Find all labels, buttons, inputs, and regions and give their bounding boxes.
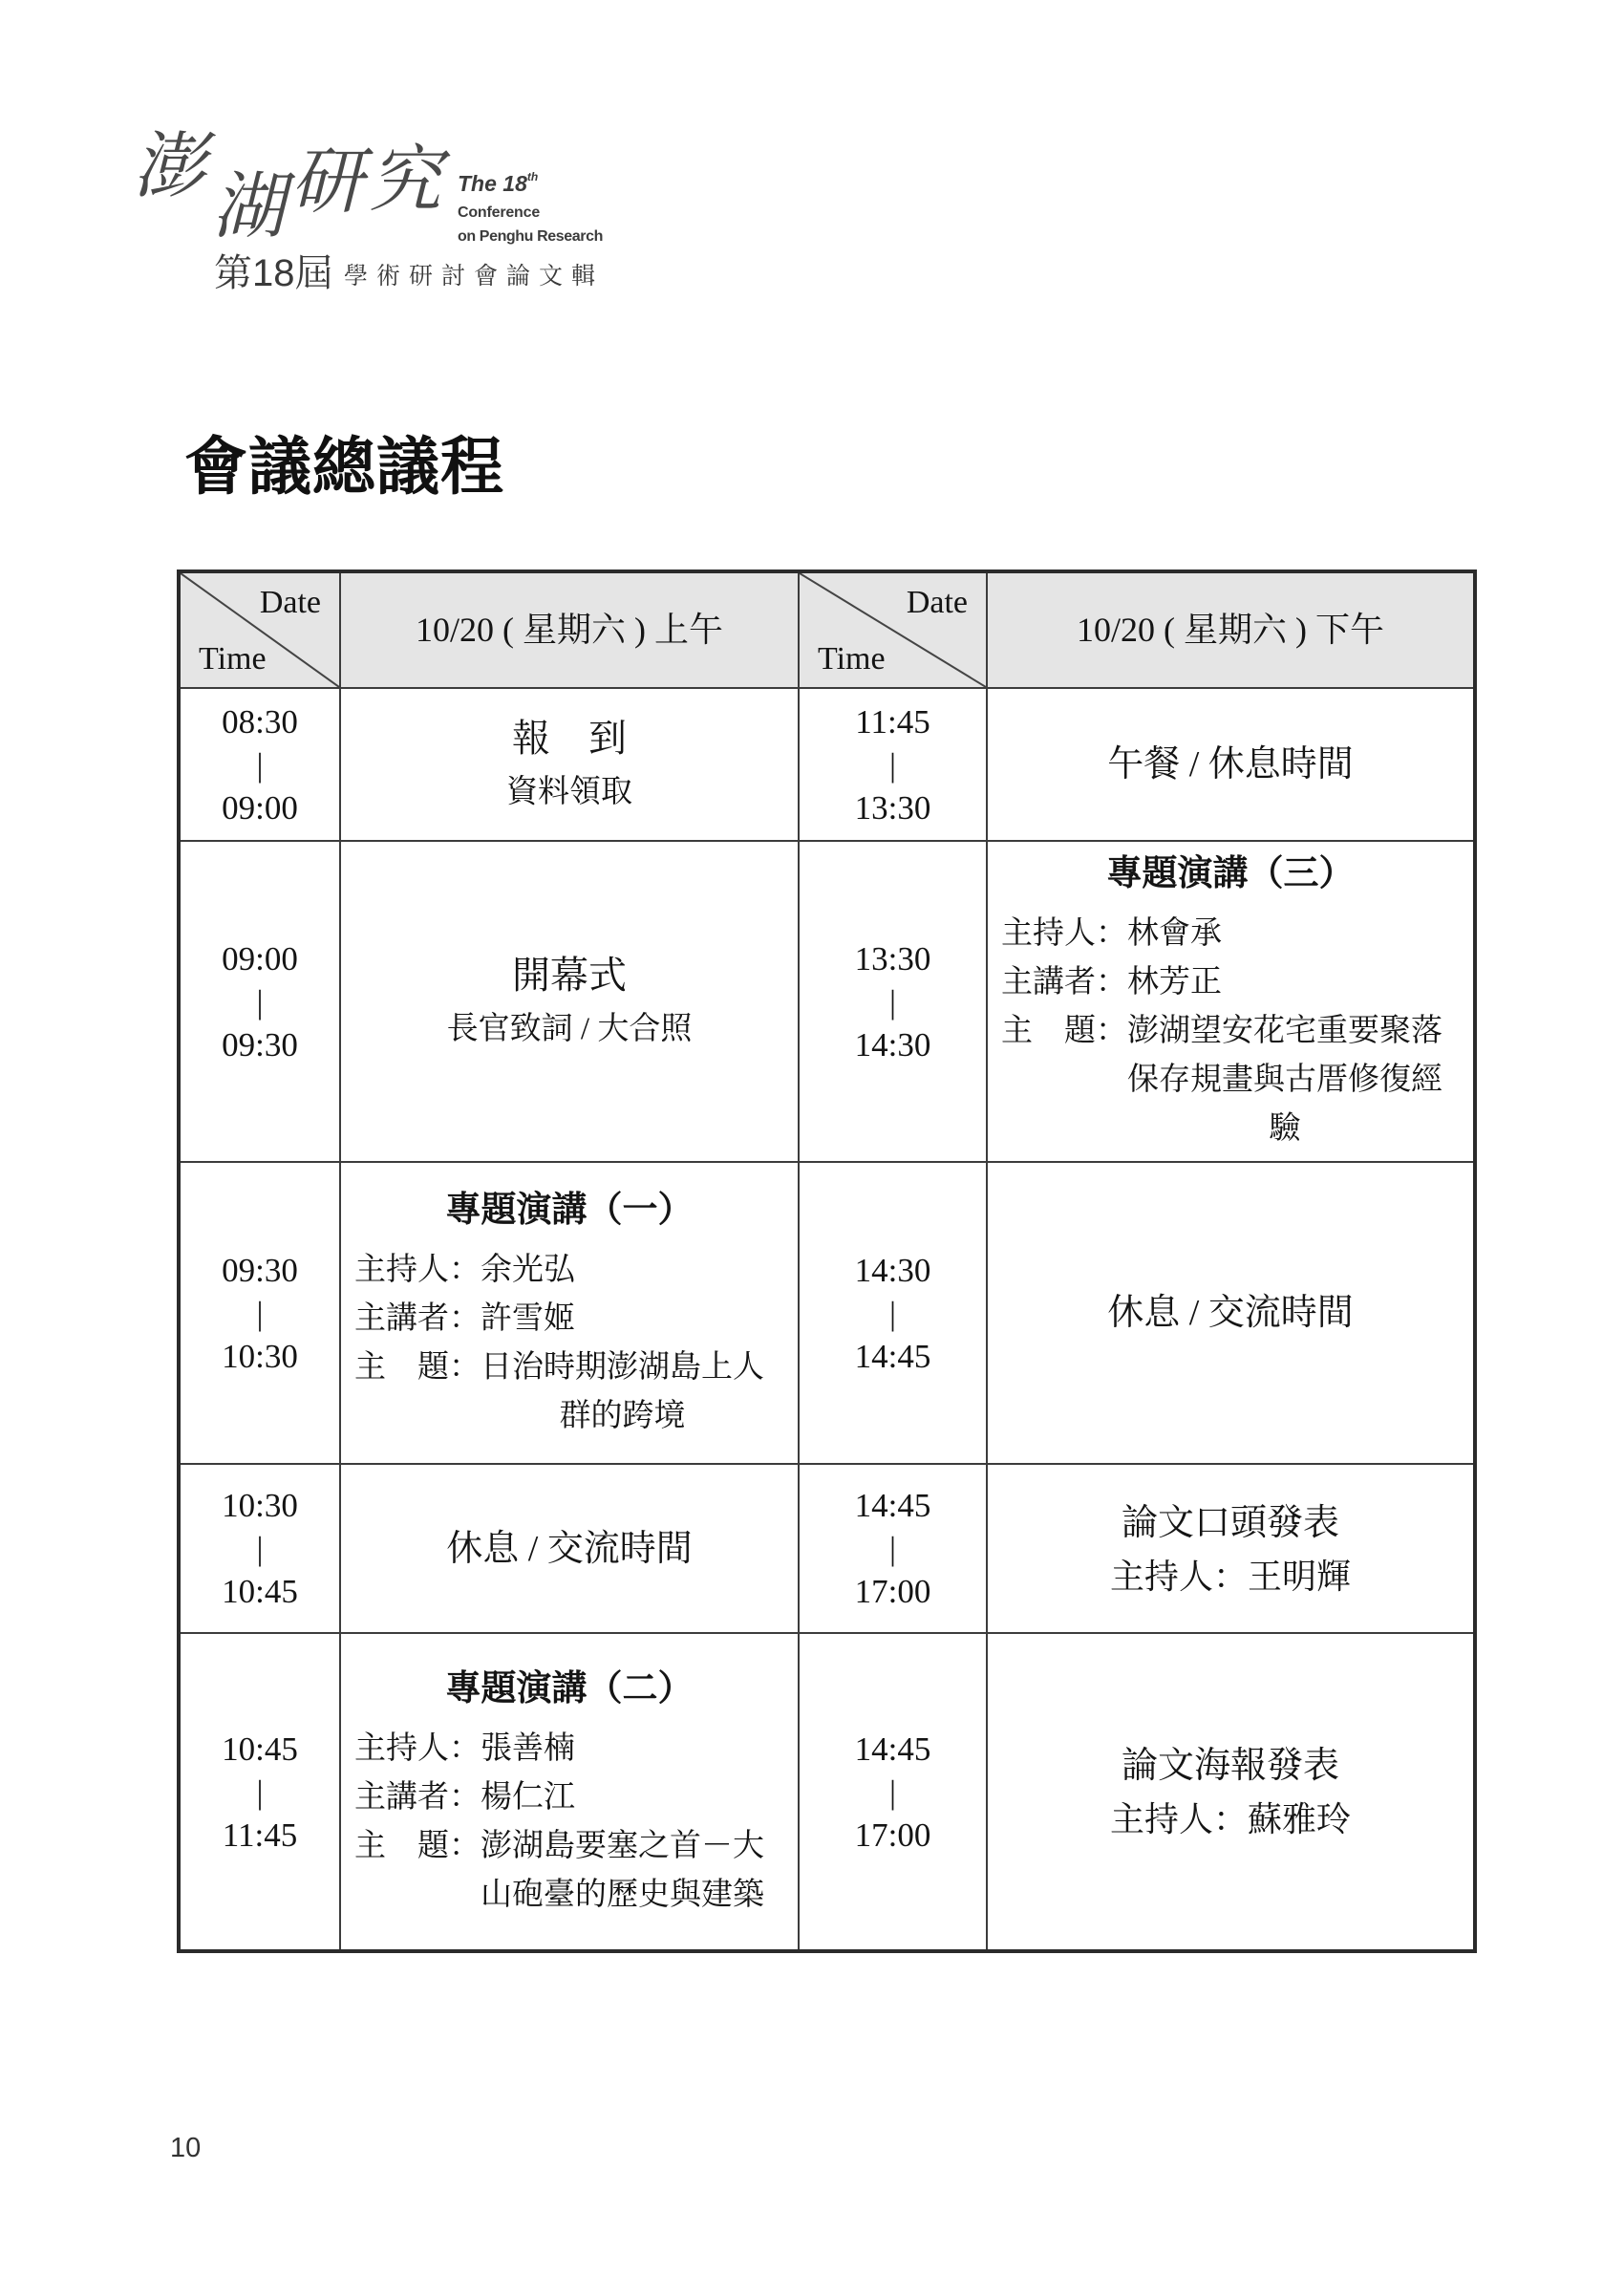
conference-edition-en	[458, 170, 539, 196]
date-label: Date	[906, 585, 968, 620]
end-time: 13:30	[854, 788, 931, 827]
speaker-label: 主講者：	[354, 1300, 481, 1336]
event-title: 開幕式	[512, 954, 627, 997]
topic-line: 驗	[1269, 1111, 1301, 1146]
session-speaker	[354, 1773, 784, 1822]
session-heading: 專題演講（一）	[445, 1190, 694, 1230]
start-time: 14:45	[854, 1730, 931, 1768]
time-separator: |	[256, 982, 264, 1021]
schedule-row	[179, 688, 1475, 841]
event-title: 論文口頭發表	[1121, 1502, 1339, 1543]
time-range	[179, 1162, 340, 1464]
event-title: 論文海報發表	[1121, 1746, 1339, 1786]
end-time: 11:45	[222, 1816, 298, 1854]
topic-label: 主 題：	[354, 1828, 481, 1863]
start-time: 13:30	[854, 939, 931, 978]
host-name: 余光弘	[481, 1252, 575, 1287]
event-break	[987, 1162, 1475, 1464]
session-topic	[1001, 1007, 1460, 1153]
start-time: 11:45	[855, 702, 930, 741]
end-time: 10:45	[222, 1573, 298, 1610]
start-time: 14:30	[854, 1251, 931, 1289]
end-time: 10:30	[222, 1337, 298, 1375]
event-host	[988, 1794, 1473, 1845]
proceedings-subtitle: 學術研討會論文輯	[344, 263, 605, 290]
morning-header: 10/20 ( 星期六 ) 上午	[340, 571, 799, 688]
topic-line: 日治時期澎湖島上人	[481, 1349, 764, 1385]
event-registration	[340, 688, 799, 841]
schedule-table	[177, 570, 1477, 1953]
time-separator: |	[256, 1773, 264, 1811]
logo-char: 研	[290, 139, 363, 224]
session-topic	[354, 1343, 784, 1441]
session-host	[1001, 910, 1460, 958]
schedule-header-row	[179, 571, 1475, 688]
start-time: 14:45	[854, 1487, 931, 1524]
time-range	[179, 688, 340, 841]
start-time: 08:30	[222, 702, 298, 741]
session-speaker	[354, 1295, 784, 1343]
time-range	[179, 1633, 340, 1951]
host-name: 蘇雅玲	[1248, 1800, 1352, 1838]
topic-label: 主 題：	[1001, 1014, 1127, 1048]
start-time: 09:00	[222, 939, 298, 978]
logo-char: 究	[369, 137, 441, 222]
date-time-corner-pm	[799, 571, 987, 688]
time-label: Time	[818, 641, 886, 677]
topic-line: 澎湖望安花宅重要聚落	[1127, 1014, 1442, 1048]
logo-char: 湖	[212, 163, 285, 248]
afternoon-header: 10/20 ( 星期六 ) 下午	[987, 571, 1475, 688]
host-label: 主持人：	[1109, 1557, 1248, 1596]
topic-text	[1127, 1007, 1442, 1153]
schedule-row	[179, 1464, 1475, 1633]
session-speaker	[1001, 958, 1460, 1007]
date-time-corner-am	[179, 571, 340, 688]
topic-line: 保存規畫與古厝修復經	[1127, 1063, 1442, 1097]
end-time: 14:45	[854, 1337, 931, 1375]
speaker-name: 林芳正	[1127, 965, 1222, 999]
time-separator: |	[888, 1294, 896, 1332]
time-separator: |	[256, 1294, 264, 1332]
schedule-row	[179, 1162, 1475, 1464]
time-separator: |	[256, 745, 264, 784]
host-label: 主持人：	[354, 1252, 481, 1287]
host-label: 主持人：	[1001, 916, 1127, 951]
start-time: 10:45	[222, 1730, 298, 1768]
event-lunch-break	[987, 688, 1475, 841]
event-title: 休息 / 交流時間	[1107, 1293, 1354, 1333]
topic-text	[481, 1343, 764, 1441]
end-time: 14:30	[854, 1025, 931, 1064]
time-range	[799, 1633, 987, 1951]
event-title: 午餐 / 休息時間	[1107, 744, 1354, 784]
event-break	[340, 1464, 799, 1633]
event-poster-presentations	[987, 1633, 1475, 1951]
speaker-label: 主講者：	[1001, 965, 1127, 999]
time-range	[799, 1162, 987, 1464]
edition-label: 第18屆	[214, 252, 333, 294]
topic-line: 群的跨境	[559, 1398, 686, 1433]
speaker-label: 主講者：	[354, 1779, 481, 1815]
conference-the: The 18	[458, 171, 527, 196]
keynote-session-1	[340, 1162, 799, 1464]
page-number: 10	[170, 2133, 202, 2163]
keynote-session-2	[340, 1633, 799, 1951]
session-heading: 專題演講（三）	[1106, 854, 1355, 893]
session-topic	[354, 1822, 784, 1920]
event-opening-ceremony	[340, 841, 799, 1162]
event-note: 長官致詞 / 大合照	[446, 1012, 693, 1046]
host-name: 張善楠	[481, 1730, 575, 1766]
event-note: 資料領取	[506, 775, 632, 809]
session-heading: 專題演講（二）	[445, 1668, 694, 1708]
end-time: 09:30	[222, 1025, 298, 1064]
schedule-row	[179, 841, 1475, 1162]
time-separator: |	[256, 1530, 264, 1567]
time-separator: |	[888, 745, 896, 784]
start-time: 10:30	[222, 1487, 298, 1524]
speaker-name: 許雪姬	[481, 1300, 575, 1336]
host-label: 主持人：	[1109, 1800, 1248, 1838]
time-label: Time	[199, 641, 267, 677]
end-time: 17:00	[854, 1573, 931, 1610]
date-label: Date	[259, 585, 321, 620]
page-title: 會議總議程	[184, 429, 504, 504]
host-name: 林會承	[1127, 916, 1222, 951]
event-title: 休息 / 交流時間	[446, 1528, 693, 1569]
end-time: 09:00	[222, 788, 298, 827]
time-separator: |	[888, 1530, 896, 1567]
schedule-row	[179, 1633, 1475, 1951]
event-oral-presentations	[987, 1464, 1475, 1633]
time-range	[179, 841, 340, 1162]
topic-line: 澎湖島要塞之首－大	[481, 1828, 764, 1863]
ordinal-suffix: th	[526, 170, 539, 183]
logo-char: 澎	[133, 123, 205, 208]
event-title: 報 到	[512, 717, 627, 760]
host-name: 王明輝	[1248, 1557, 1352, 1596]
topic-label: 主 題：	[354, 1349, 481, 1385]
end-time: 17:00	[854, 1816, 931, 1854]
time-range	[179, 1464, 340, 1633]
keynote-session-3	[987, 841, 1475, 1162]
time-range	[799, 1464, 987, 1633]
time-range	[799, 841, 987, 1162]
time-separator: |	[888, 982, 896, 1021]
session-host	[354, 1725, 784, 1773]
conference-word: Conference	[458, 204, 541, 221]
host-label: 主持人：	[354, 1730, 481, 1766]
topic-line: 山砲臺的歷史與建築	[481, 1877, 764, 1912]
start-time: 09:30	[222, 1251, 298, 1289]
session-host	[354, 1246, 784, 1295]
speaker-name: 楊仁江	[481, 1779, 575, 1815]
event-host	[988, 1551, 1473, 1602]
conference-name-en: on Penghu Research	[458, 228, 603, 245]
topic-text	[481, 1822, 764, 1920]
time-separator: |	[888, 1773, 896, 1811]
time-range	[799, 688, 987, 841]
